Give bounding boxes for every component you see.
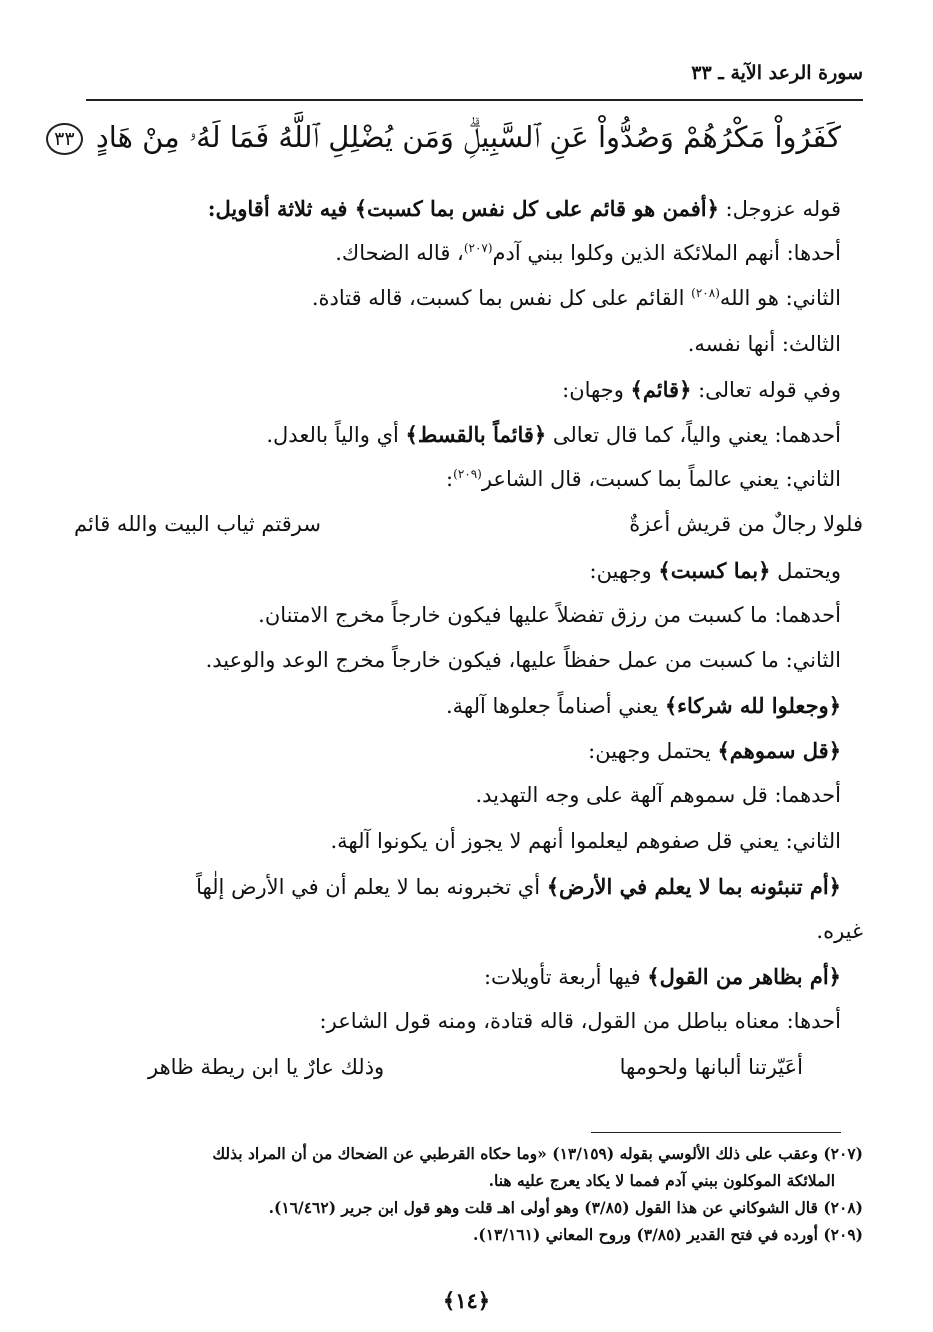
text-run: فيها أربعة تأويلات:: [483, 965, 648, 990]
text-run: قوله عزوجل:: [718, 197, 841, 221]
text-line: [92, 864, 841, 909]
verse-second-hemistich: وذلك عارٌ يا ابن ريطة ظاهر: [148, 1054, 385, 1079]
text-run: أي والياً بالعدل.: [266, 422, 406, 447]
quoted-phrase: ﴿وجعلوا لله شركاء﴾: [664, 693, 841, 719]
text-run: ، قاله الضحاك.: [335, 241, 464, 266]
text-run: الثاني: يعني قل صفوهم ليعلموا أنهم لا يجوز أن يكونوا آلهة.: [330, 828, 841, 853]
text-run: وجهين:: [589, 558, 659, 583]
text-line: [92, 322, 841, 367]
text-line: [92, 773, 841, 818]
quoted-phrase: ﴿قائماً بالقسط﴾: [405, 421, 547, 447]
footnotes: [86, 1140, 863, 1248]
text-line: [92, 819, 841, 864]
footnote-ref: (٢٠٨): [691, 286, 720, 301]
text-run: :: [446, 467, 454, 492]
text-line: [92, 367, 841, 412]
text-run: ويحتمل: [770, 558, 841, 583]
quoted-phrase: ﴿أم تنبئونه بما لا يعلم في الأرض﴾: [546, 873, 841, 899]
text-run: الثاني: يعني عالماً بما كسبت، قال الشاعر: [481, 467, 841, 492]
text-run: أحدهما: ما كسبت من رزق تفضلاً عليها فيكون خارجاً مخرج الامتنان.: [258, 602, 841, 627]
text-run: يحتمل وجهين:: [588, 739, 718, 764]
text-run: وفي قوله تعالى:: [691, 377, 841, 402]
footnote-ref: (٢٠٩): [453, 467, 482, 482]
text-line: [92, 593, 841, 638]
commentary-body: [74, 186, 863, 1090]
footnote-ref: (٢٠٧): [463, 241, 493, 256]
text-run: أي تخبرونه بما لا يعلم أن في الأرض إلٰهاً: [196, 874, 547, 899]
text-run: أحدها: معناه بباطل من القول، قاله قتادة، ومنه قول الشاعر:: [319, 1009, 841, 1034]
text-line: [92, 999, 841, 1044]
text-run: الثاني: ما كسبت من عمل حفظاً عليها، فيكون خارجاً مخرج الوعد والوعيد.: [205, 647, 841, 672]
quran-verse-line: [54, 112, 841, 162]
text-line: [92, 231, 841, 276]
running-header: سورة الرعد الآية ـ ٣٣: [691, 62, 863, 84]
verse-second-hemistich: سرقتم ثياب البيت والله قائم: [74, 512, 321, 537]
text-line: [92, 186, 841, 231]
text-run: وجهان:: [562, 377, 631, 402]
footnote: (٢٠٧) وعقب على ذلك الألوسي بقوله (١٣/١٥٩) «وما حكاه القرطبي عن الضحاك من أن المراد بذلك: [212, 1144, 863, 1163]
text-line: [92, 412, 841, 457]
text-run: أحدهما: يعني والياً، كما قال تعالى: [546, 422, 841, 447]
text-line: [92, 276, 841, 321]
text-run: غيره.: [816, 919, 863, 943]
text-line: [92, 548, 841, 593]
footnote-continuation: الملائكة الموكلون ببني آدم فمما لا يكاد يعرج عليه هنا.: [488, 1171, 835, 1190]
verse-first-hemistich: أعَيّرتنا ألبانها ولحومها: [619, 1054, 803, 1079]
text-run: الثاني: هو الله: [719, 286, 841, 311]
quoted-phrase: ﴿قائم﴾: [630, 376, 692, 402]
quoted-phrase: ﴿أم بظاهر من القول﴾: [647, 964, 841, 990]
header-rule: [86, 99, 863, 101]
quran-verse-text: كَفَرُواْ مَكْرُهُمْ وَصُدُّواْ عَنِ ٱلسَّبِيلِۗ وَمَن يُضْلِلِ ٱللَّهُ فَمَا لَهُۥ مِنْ هَادٍ: [95, 120, 841, 154]
text-line: [92, 457, 841, 502]
text-run: فيه ثلاثة أقاويل:: [207, 196, 355, 221]
text-run: القائم على كل نفس بما كسبت، قاله قتادة.: [311, 286, 692, 311]
text-run: أحدها: أنهم الملائكة الذين وكلوا ببني آدم: [492, 241, 841, 266]
text-line: [92, 954, 841, 999]
poetry-verse: [74, 502, 863, 547]
footnote: (٢٠٨) قال الشوكاني عن هذا القول (٣/٨٥) وهو أولى اهـ قلت وهو قول ابن جرير (١٦/٤٦٢).: [268, 1198, 863, 1217]
quoted-phrase: ﴿بما كسبت﴾: [658, 557, 771, 583]
text-line: [92, 909, 863, 954]
text-line: [92, 683, 841, 728]
text-run: يعني أصناماً جعلوها آلهة.: [446, 694, 665, 719]
quoted-phrase: ﴿أفمن هو قائم على كل نفس بما كسبت﴾: [354, 196, 719, 221]
footnote-rule: [591, 1132, 841, 1133]
quoted-phrase: ﴿قل سموهم﴾: [717, 738, 841, 764]
text-run: الثالث: أنها نفسه.: [687, 331, 841, 356]
text-line: [92, 728, 841, 773]
text-run: أحدهما: قل سموهم آلهة على وجه التهديد.: [475, 783, 841, 808]
text-line: [92, 638, 841, 683]
page-number: ﴿١٤﴾: [442, 1288, 491, 1313]
ayah-number-marker: ٣٣: [46, 123, 82, 155]
poetry-verse: [148, 1045, 803, 1090]
footnote: (٢٠٩) أورده في فتح القدير (٣/٨٥) وروح المعاني (١٣/١٦١).: [473, 1225, 863, 1244]
verse-first-hemistich: فلولا رجالٌ من قريش أعزةٌ: [629, 512, 863, 537]
